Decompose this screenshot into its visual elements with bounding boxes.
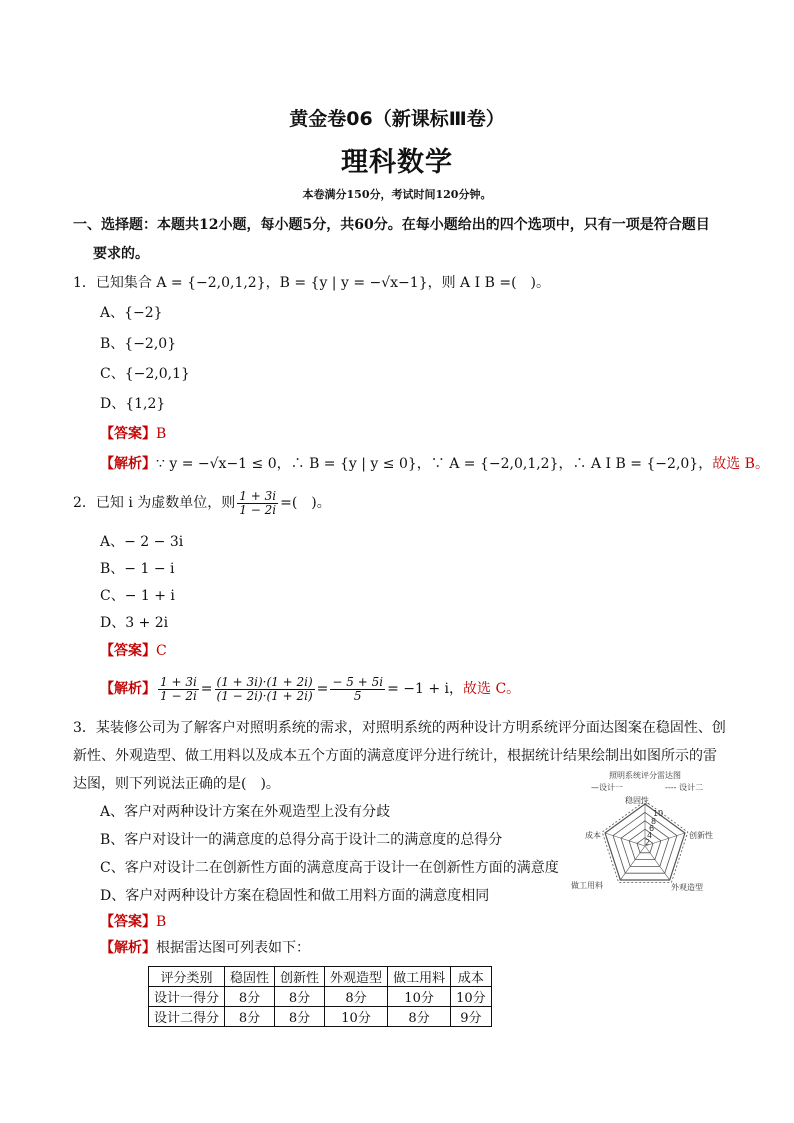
table-cell: 设计一得分 <box>149 987 225 1007</box>
q3-option-a: A、客户对两种设计方案在外观造型上没有分歧 <box>100 804 391 820</box>
radar-axis-label-stability: 稳固性 <box>625 796 649 805</box>
table-header-cell: 稳固性 <box>225 967 275 987</box>
q1-stem: 1．已知集合 A = {−2,0,1,2}，B = {y | y = −√x−1}，则 A I B =( )。 <box>73 275 550 291</box>
q3-stem-line1: 3．某装修公司为了解客户对照明系统的需求，对照明系统的两种设计方明系统评分面达图案在稳固性、创 <box>73 720 726 736</box>
score-table <box>148 966 492 1027</box>
score-table-wrap <box>148 966 492 1027</box>
radar-axis-label-innovation: 创新性 <box>689 831 713 840</box>
q2-frac-2-den: (1 − 2i)·(1 + 2i) <box>216 688 313 703</box>
table-cell: 10分 <box>325 1007 388 1027</box>
table-cell: 8分 <box>225 987 275 1007</box>
q1-option-d: D、{1,2} <box>100 396 166 412</box>
paper-title: 黄金卷06（新课标Ⅲ卷） <box>289 108 505 130</box>
q2-frac-3-num: − 5 + 5i <box>332 674 384 689</box>
q3-option-b: B、客户对设计一的满意度的总得分高于设计二的满意度的总得分 <box>100 832 503 848</box>
q1-answer-value: B <box>156 426 167 442</box>
q2-answer <box>100 641 167 661</box>
q2-answer-label: 【答案】 <box>100 643 156 659</box>
radar-axis-label-workmanship: 做工用料 <box>571 881 603 890</box>
q2-frac-1 <box>158 676 199 703</box>
q2-option-c: C、− 1 + i <box>100 588 175 604</box>
table-cell: 8分 <box>275 1007 325 1027</box>
q2-option-a: A、− 2 − 3i <box>100 534 184 550</box>
table-cell: 8分 <box>325 987 388 1007</box>
q2-frac-3-den: 5 <box>353 688 362 703</box>
table-cell: 8分 <box>225 1007 275 1027</box>
q3-analysis-text: 根据雷达图可列表如下： <box>156 940 310 956</box>
subject-title: 理科数学 <box>341 147 453 178</box>
q1-answer-label: 【答案】 <box>100 426 156 442</box>
q3-stem-line2: 新性、外观造型、做工用料以及成本五个方面的满意度评分进行统计，根据统计结果绘制出如图所示的雷 <box>73 748 717 764</box>
table-row <box>149 1007 492 1027</box>
q1-analysis-label: 【解析】 <box>100 456 156 472</box>
table-cell: 10分 <box>451 987 492 1007</box>
q3-stem-line3: 达图，则下列说法正确的是( )。 <box>73 776 280 792</box>
radar-axis-label-cost: 成本 <box>585 831 601 840</box>
q2-stem-frac-num: 1 + 3i <box>239 488 277 503</box>
table-header-cell: 创新性 <box>275 967 325 987</box>
section-heading-line2: 要求的。 <box>93 246 149 262</box>
q3-option-d: D、客户对两种设计方案在稳固性和做工用料方面的满意度相同 <box>100 888 490 904</box>
radar-legend-1: —设计一 <box>591 783 623 792</box>
table-cell: 10分 <box>388 987 451 1007</box>
q2-stem <box>73 488 331 518</box>
radar-tick-8: 8 <box>651 817 657 826</box>
q1-analysis <box>100 454 769 474</box>
q2-frac-1-num: 1 + 3i <box>160 674 197 689</box>
q2-option-d: D、3 + 2i <box>100 615 169 631</box>
table-header-cell: 外观造型 <box>325 967 388 987</box>
q2-conclusion: 故选 C。 <box>463 681 521 697</box>
table-header-cell: 评分类别 <box>149 967 225 987</box>
table-header-cell: 做工用料 <box>388 967 451 987</box>
table-cell: 8分 <box>275 987 325 1007</box>
table-row <box>149 987 492 1007</box>
q2-stem-fraction <box>237 490 278 517</box>
q2-stem-frac-den: 1 − 2i <box>239 502 277 517</box>
q3-option-c: C、客户对设计二在创新性方面的满意度高于设计一在创新性方面的满意度 <box>100 860 559 876</box>
q2-frac-1-den: 1 − 2i <box>160 688 197 703</box>
radar-tick-2: 2 <box>645 838 651 847</box>
q1-option-a: A、{−2} <box>100 305 163 321</box>
q1-conclusion: 故选 B。 <box>712 456 769 472</box>
q1-option-b: B、{−2,0} <box>100 336 177 352</box>
radar-legend-2: ---- 设计二 <box>665 783 704 792</box>
q2-analysis: 【解析】 $\frac{1 + 3i}{1 - 2i}$ = $\frac{(1 + 3i)\cdot(1 + 2i)}{(1 - 2i)\cdot(1 + 2i)}$ = $\frac{- 5 + 5i}{5}$ = −1 + i，故选 C。 <box>100 674 521 703</box>
q2-option-b: B、− 1 − i <box>100 561 175 577</box>
q3-analysis-label: 【解析】 <box>100 940 156 956</box>
exam-note: 本卷满分150分，考试时间120分钟。 <box>302 188 492 201</box>
radar-tick-4: 4 <box>647 831 653 840</box>
radar-tick-6: 6 <box>649 824 655 833</box>
q2-stem-suffix: =( )。 <box>280 495 331 511</box>
radar-tick-10: 10 <box>653 809 664 818</box>
q1-analysis-text: ∵ y = −√x−1 ≤ 0，∴ B = {y | y ≤ 0}，∵ A = {−2,0,1,2}，∴ A I B = {−2,0}， <box>156 456 713 472</box>
table-cell: 设计二得分 <box>149 1007 225 1027</box>
q3-analysis <box>100 938 310 958</box>
section-heading-line1: 一、选择题：本题共12小题，每小题5分，共60分。在每小题给出的四个选项中，只有一项是符合题目 <box>73 217 710 233</box>
q1-answer <box>100 424 166 444</box>
q3-answer <box>100 912 166 932</box>
q3-answer-label: 【答案】 <box>100 914 156 930</box>
radar-title: 照明系统评分雷达图 <box>609 771 681 780</box>
q2-stem-prefix: 2．已知 i 为虚数单位，则 <box>73 495 236 511</box>
q2-analysis-label: 【解析】 <box>100 681 156 697</box>
q2-frac-2-num: (1 + 3i)·(1 + 2i) <box>216 674 313 689</box>
table-header-cell: 成本 <box>451 967 492 987</box>
table-header-row <box>149 967 492 987</box>
q2-frac-2 <box>215 676 315 703</box>
table-cell: 9分 <box>451 1007 492 1027</box>
radar-chart-figure <box>565 768 725 896</box>
q2-frac-3 <box>330 676 385 703</box>
table-cell: 8分 <box>388 1007 451 1027</box>
q3-answer-value: B <box>156 914 167 930</box>
q2-answer-value: C <box>156 643 167 659</box>
q1-option-c: C、{−2,0,1} <box>100 366 190 382</box>
radar-axis-label-appearance: 外观造型 <box>671 883 703 892</box>
q2-result: = −1 + i， <box>387 681 463 697</box>
